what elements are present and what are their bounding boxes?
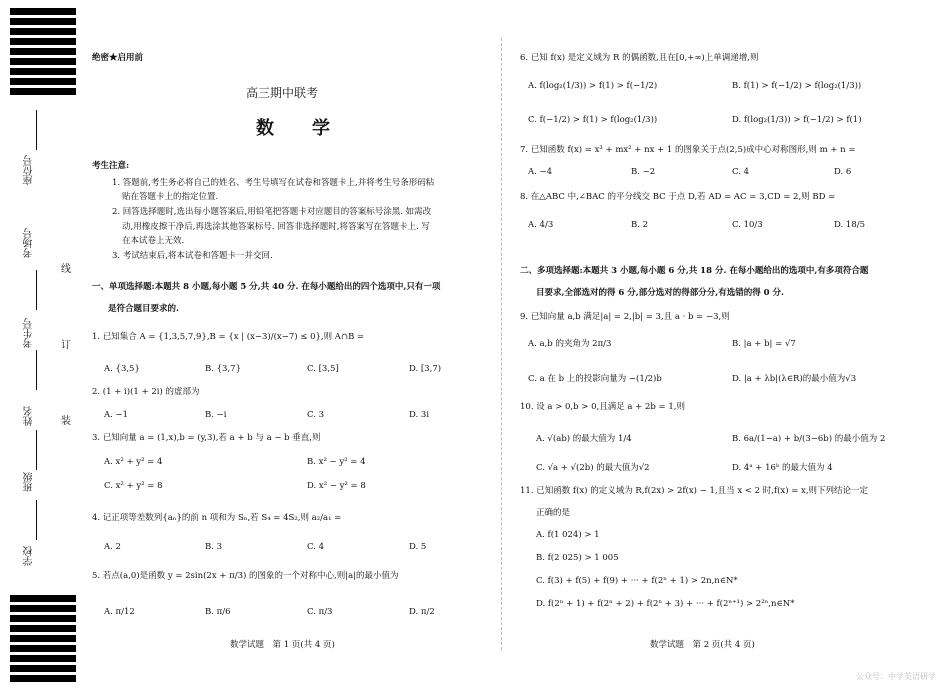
q9-option-a: A. a,b 的夹角为 2π/3 <box>528 339 612 349</box>
binding-stripe <box>10 38 76 45</box>
question-5: 5. 若点(a,0)是函数 y = 2sin(2x + π/3) 的图象的一个对称中心,则|a|的最小值为 <box>92 571 399 581</box>
binding-stripe <box>10 645 76 652</box>
question-2: 2. (1 + i)(1 + 2i) 的虚部为 <box>92 387 200 397</box>
q4-option-d: D. 5 <box>409 542 427 552</box>
q3-option-c: C. x² + y² = 8 <box>104 481 163 491</box>
binding-stripe <box>10 675 76 682</box>
exam-room-label: 考场号 <box>24 228 35 258</box>
exam-title: 高三期中联考 <box>246 86 319 100</box>
q1-option-b: B. {3,7} <box>205 364 241 374</box>
q2-option-a: A. −1 <box>104 410 129 420</box>
section2-heading-cont: 目要求,全部选对的得 6 分,部分选对的得部分分,有选错的得 0 分. <box>536 288 785 298</box>
binding-stripe <box>10 18 76 25</box>
question-11: 11. 已知函数 f(x) 的定义域为 R,f(2x) > 2f(x) − 1,且当 x < 2 时,f(x) = x,则下列结论一定 <box>520 486 869 496</box>
section1-heading-cont: 是符合题目要求的. <box>108 304 179 314</box>
q3-option-b: B. x² − y² = 4 <box>307 457 366 467</box>
q7-option-a: A. −4 <box>528 167 553 177</box>
binding-stripe <box>10 78 76 85</box>
notice-line: 动,用橡皮擦干净后,再选涂其他答案标号. 回答非选择题时,将答案写在答题卡上. 写 <box>122 222 430 232</box>
q11-option-d: D. f(2ⁿ + 1) + f(2ⁿ + 2) + f(2ⁿ + 3) + ··· + f(2ⁿ⁺¹) > 2²ⁿ,n∈N* <box>536 599 795 609</box>
q6-option-a: A. f(log₂(1/3)) > f(1) > f(−1/2) <box>528 81 658 91</box>
q4-option-c: C. 4 <box>307 542 325 552</box>
q9-option-b: B. |a + b| = √7 <box>732 339 796 349</box>
page-1-footer: 数学试题 第 1 页(共 4 页) <box>230 640 335 650</box>
question-4: 4. 记正项等差数列{aₙ}的前 n 项和为 Sₙ,若 S₄ = 4S₂,则 a₂/a₁ = <box>92 513 342 523</box>
q5-option-d: D. π/2 <box>409 607 435 617</box>
q8-option-b: B. 2 <box>631 220 649 230</box>
q5-option-c: C. π/3 <box>307 607 333 617</box>
q10-option-b: B. 6a/(1−a) + b/(3−6b) 的最小值为 2 <box>732 434 886 444</box>
q9-option-c: C. a 在 b 上的投影向量为 −(1/2)b <box>528 374 662 384</box>
q6-option-c: C. f(−1/2) > f(1) > f(log₂(1/3)) <box>528 115 658 125</box>
q8-option-d: D. 18/5 <box>834 220 866 230</box>
notice-line: 1. 答题前,考生务必将自己的姓名、考生号填写在试卷和答题卡上,并将考生号条形码粘 <box>112 178 435 188</box>
binding-stripe <box>10 605 76 612</box>
q10-option-c: C. √a + √(2b) 的最大值为√2 <box>536 463 650 473</box>
candidate-number-line <box>36 350 37 390</box>
binding-stripe <box>10 615 76 622</box>
section1-heading: 一、单项选择题:本题共 8 小题,每小题 5 分,共 40 分. 在每小题给出的四个选项中,只有一项 <box>92 282 441 292</box>
q11-option-b: B. f(2 025) > 1 005 <box>536 553 619 563</box>
q10-option-a: A. √(ab) 的最大值为 1/4 <box>536 434 632 444</box>
notice-line: 贴在答题卡上的指定位置. <box>122 192 219 202</box>
question-9: 9. 已知向量 a,b 满足|a| = 2,|b| = 3,且 a · b = −3,则 <box>520 312 730 322</box>
q2-option-c: C. 3 <box>307 410 325 420</box>
q1-option-c: C. [3,5] <box>307 364 339 374</box>
binding-stripe <box>10 625 76 632</box>
secret-label: 绝密★启用前 <box>92 53 144 63</box>
bind-mark-bind: 装 <box>61 416 71 427</box>
seat-number-line <box>36 110 37 150</box>
q9-option-d: D. |a + λb|(λ∈R)的最小值为√3 <box>732 374 857 384</box>
notice-line: 在本试卷上无效. <box>122 236 185 246</box>
binding-stripe <box>10 665 76 672</box>
binding-stripe <box>10 88 76 95</box>
class-label: 班级 <box>24 472 35 492</box>
binding-stripe <box>10 58 76 65</box>
binding-stripe <box>10 28 76 35</box>
name-line <box>36 430 37 470</box>
q8-option-a: A. 4/3 <box>528 220 554 230</box>
school-label: 学校 <box>24 546 35 566</box>
seat-number-label: 座位号 <box>24 155 35 185</box>
q6-option-b: B. f(1) > f(−1/2) > f(log₂(1/3)) <box>732 81 862 91</box>
binding-stripe <box>10 595 76 602</box>
q1-option-a: A. {3,5} <box>104 364 140 374</box>
q5-option-b: B. π/6 <box>205 607 231 617</box>
q4-option-b: B. 3 <box>205 542 223 552</box>
exam-room-line <box>36 270 37 310</box>
candidate-number-label: 考生号 <box>24 318 35 348</box>
binding-stripe <box>10 8 76 15</box>
watermark: 公众号：中学英语研学 <box>856 672 936 681</box>
q5-option-a: A. π/12 <box>104 607 135 617</box>
binding-stripe <box>10 635 76 642</box>
q11-option-a: A. f(1 024) > 1 <box>536 530 600 540</box>
q4-option-a: A. 2 <box>104 542 121 552</box>
question-3: 3. 已知向量 a = (1,x),b = (y,3),若 a + b 与 a − b 垂直,则 <box>92 433 321 443</box>
subject-title: 数 学 <box>256 118 340 139</box>
q7-option-c: C. 4 <box>732 167 750 177</box>
binding-stripe <box>10 68 76 75</box>
question-1: 1. 已知集合 A = {1,3,5,7,9},B = {x | (x−3)/(x−7) ≤ 0},则 A∩B = <box>92 332 365 342</box>
page-divider <box>501 38 502 650</box>
q6-option-d: D. f(log₂(1/3)) > f(−1/2) > f(1) <box>732 115 862 125</box>
q2-option-b: B. −i <box>205 410 227 420</box>
notice-line: 3. 考试结束后,将本试卷和答题卡一并交回. <box>112 251 273 261</box>
question-7: 7. 已知函数 f(x) = x³ + mx² + nx + 1 的图象关于点(2,5)成中心对称图形,则 m + n = <box>520 145 856 155</box>
notice-line: 2. 回答选择题时,选出每小题答案后,用铅笔把答题卡对应题目的答案标号涂黑. 如需改 <box>112 207 432 217</box>
notice-title: 考生注意: <box>92 161 130 171</box>
q1-option-d: D. [3,7) <box>409 364 442 374</box>
bind-mark-line: 线 <box>61 264 71 275</box>
name-label: 姓名 <box>24 406 35 426</box>
q8-option-c: C. 10/3 <box>732 220 763 230</box>
q7-option-d: D. 6 <box>834 167 852 177</box>
q2-option-d: D. 3i <box>409 410 430 420</box>
section2-heading: 二、多项选择题:本题共 3 小题,每小题 6 分,共 18 分. 在每小题给出的选项中,有多项符合题 <box>520 266 869 276</box>
q11-option-c: C. f(3) + f(5) + f(9) + ··· + f(2ⁿ + 1) > 2n,n∈N* <box>536 576 738 586</box>
question-6: 6. 已知 f(x) 是定义域为 R 的偶函数,且在[0,+∞)上单调递增,则 <box>520 53 759 63</box>
question-11-cont: 正确的是 <box>536 508 571 518</box>
binding-stripe <box>10 655 76 662</box>
q10-option-d: D. 4ᵃ + 16ᵇ 的最大值为 4 <box>732 463 833 473</box>
q3-option-d: D. x² − y² = 8 <box>307 481 366 491</box>
bind-mark-staple: 订 <box>61 340 71 351</box>
question-10: 10. 设 a > 0,b > 0,且满足 a + 2b = 1,则 <box>520 402 685 412</box>
question-8: 8. 在△ABC 中,∠BAC 的平分线交 BC 于点 D,若 AD = AC = 3,CD = 2,则 BD = <box>520 192 836 202</box>
q7-option-b: B. −2 <box>631 167 656 177</box>
class-line <box>36 500 37 540</box>
page-2-footer: 数学试题 第 2 页(共 4 页) <box>650 640 755 650</box>
q3-option-a: A. x² + y² = 4 <box>104 457 163 467</box>
binding-stripe <box>10 48 76 55</box>
